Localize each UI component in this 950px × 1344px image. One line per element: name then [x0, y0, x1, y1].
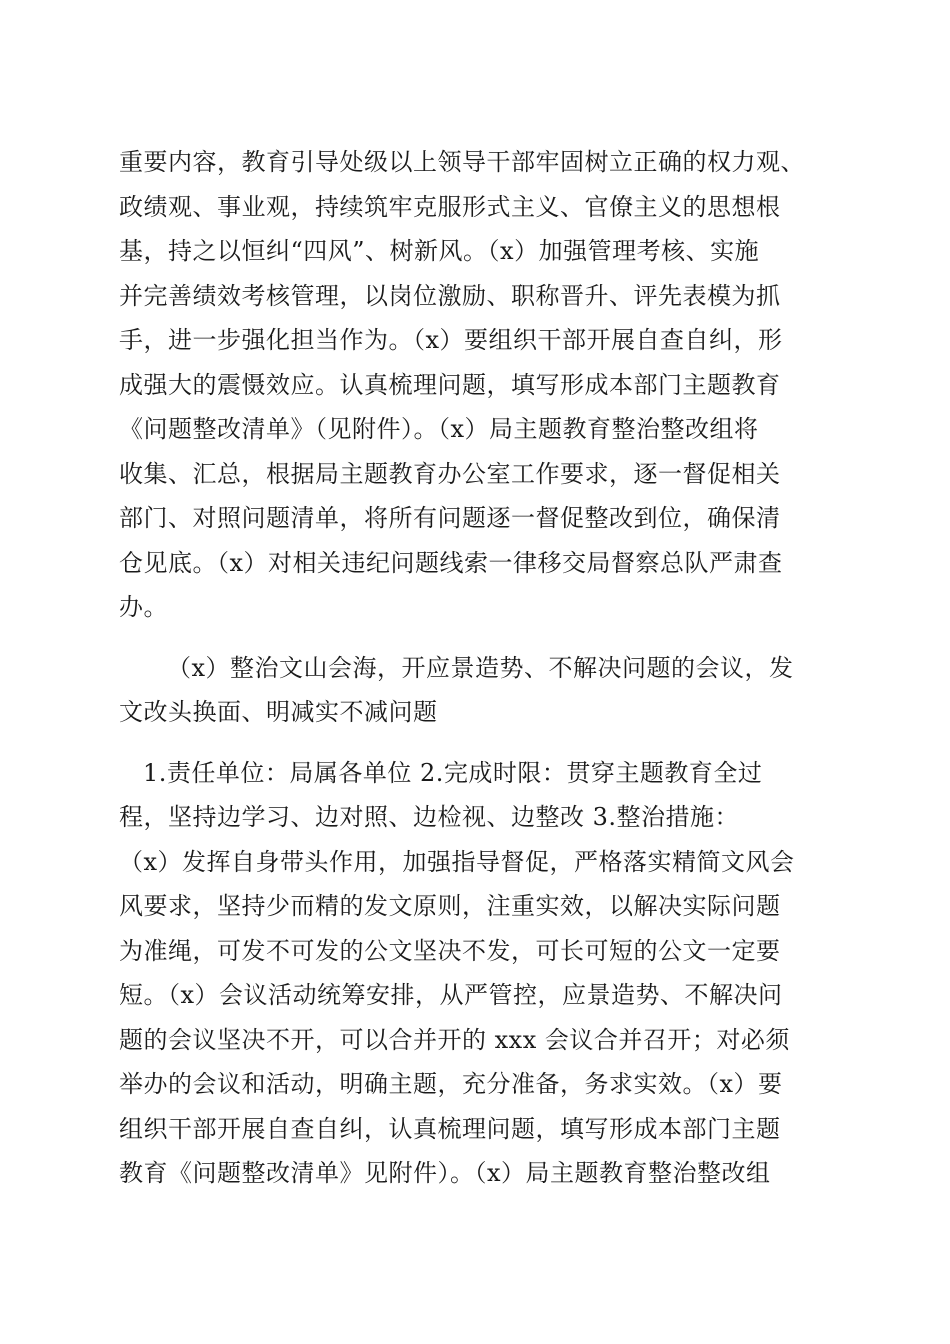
heading-line: 文改头换面、明减实不减问题 [119, 698, 438, 726]
text-line: 成强大的震慑效应。认真梳理问题，填写形成本部门主题教育 [119, 370, 781, 399]
text-line: 政绩观、事业观，持续筑牢克服形式主义、官僚主义的思想根 [119, 192, 781, 221]
text-line: 并完善绩效考核管理，以岗位激励、职称晋升、评先表模为抓 [119, 281, 781, 310]
text-line: 为准绳，可发不可发的公文坚决不发，可长可短的公文一定要 [119, 936, 781, 965]
document-body [119, 140, 839, 1196]
text-line: 教育《问题整改清单》见附件）。（x）局主题教育整治整改组 [119, 1159, 771, 1187]
text-line: 短。（x）会议活动统筹安排，从严管控，应景造势、不解决问 [119, 981, 783, 1009]
section-heading [119, 646, 839, 735]
text-line: 部门、对照问题清单，将所有问题逐一督促整改到位，确保清 [119, 504, 781, 532]
text-line: 基，持之以恒纠“四风”、树新风。（x）加强管理考核、实施 [119, 237, 760, 265]
paragraph-details [119, 751, 839, 1196]
text-line: 重要内容，教育引导处级以上领导干部牢固树立正确的权力观、 [119, 148, 805, 176]
text-line: 风要求，坚持少而精的发文原则，注重实效，以解决实际问题 [119, 892, 781, 920]
text-line: 收集、汇总，根据局主题教育办公室工作要求，逐一督促相关 [119, 459, 781, 488]
paragraph-gap [119, 630, 839, 646]
paragraph-measures [119, 140, 839, 630]
paragraph-gap [119, 735, 839, 751]
text-line: 办。 [119, 593, 168, 621]
text-line: 题的会议坚决不开，可以合并开的 xxx 会议合并召开；对必须 [119, 1025, 790, 1054]
text-line: 仓见底。（x）对相关违纪问题线索一律移交局督察总队严肃查 [119, 548, 783, 577]
text-line: 1.责任单位：局属各单位 2.完成时限：贯穿主题教育全过 [143, 758, 763, 787]
text-line: （x）发挥自身带头作用，加强指导督促，严格落实精简文风会 [119, 847, 795, 876]
text-line: 手，进一步强化担当作为。（x）要组织干部开展自查自纠，形 [119, 326, 783, 354]
text-line: 《问题整改清单》（见附件）。（x）局主题教育整治整改组将 [119, 415, 759, 443]
text-line: 程，坚持边学习、边对照、边检视、边整改 3.整治措施： [119, 803, 740, 831]
heading-line: （x）整治文山会海，开应景造势、不解决问题的会议，发 [167, 653, 794, 682]
text-line: 举办的会议和活动，明确主题，充分准备，务求实效。（x）要 [119, 1070, 783, 1098]
text-line: 组织干部开展自查自纠，认真梳理问题，填写形成本部门主题 [119, 1114, 781, 1143]
